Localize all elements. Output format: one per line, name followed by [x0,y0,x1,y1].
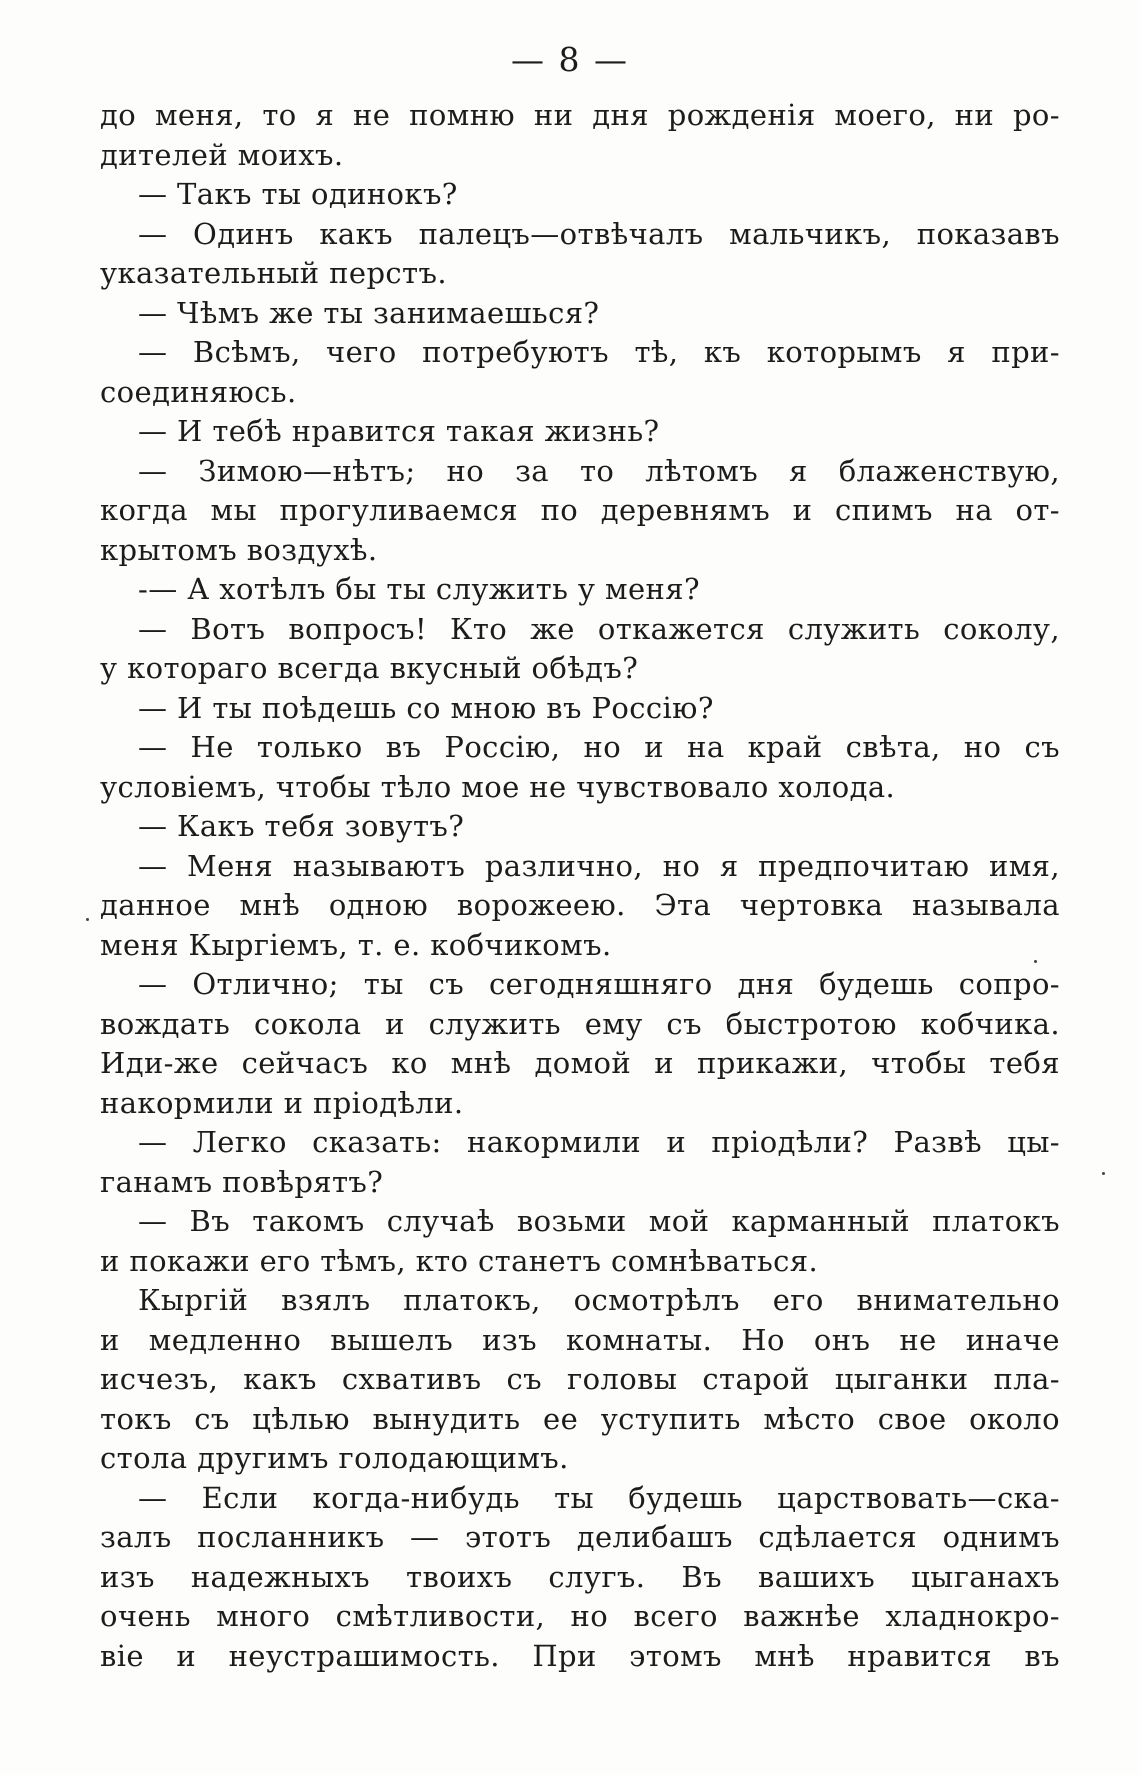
text-line: — Не только въ Россію, но и на край свѣта, но съ [138,730,1060,764]
text-line: условіемъ, чтобы тѣло мое не чувствовало холода. [100,769,896,804]
text-line: Кыргій взялъ платокъ, осмотрѣлъ его внимательно [138,1283,1060,1317]
text-line: накормили и пріодѣли. [100,1085,464,1120]
text-line: — Зимою—нѣтъ; но за то лѣтомъ я блаженствую, [138,453,1060,488]
text-line: токъ съ цѣлью вынудить ее уступить мѣсто свое около [100,1401,1060,1436]
text-line: вождать сокола и служить ему съ быстротою кобчика. [100,1006,1060,1041]
text-line: — Меня называютъ различно, но я предпочитаю имя, [138,848,1060,883]
page-number: — 8 — [511,40,629,79]
text-line: — Если когда-нибудь ты будешь царствовать—ска- [138,1480,1060,1515]
text-line: изъ надежныхъ твоихъ слугъ. Въ вашихъ цыганахъ [100,1559,1060,1594]
text-line: стола другимъ голодающимъ. [100,1441,569,1475]
text-line: — Въ такомъ случаѣ возьми мой карманный платокъ [138,1204,1060,1238]
text-line: дителей моихъ. [100,137,344,172]
body-text [100,96,1060,1676]
text-line: указательный перстъ. [100,256,447,290]
text-line: — И тебѣ нравится такая жизнь? [138,414,660,448]
text-line: — Вотъ вопросъ! Кто же откажется служить соколу, [138,611,1060,646]
text-line: залъ посланникъ — этотъ делибашъ сдѣлается однимъ [100,1520,1060,1554]
text-line: — Такъ ты одинокъ? [138,177,458,211]
text-line: когда мы прогуливаемся по деревнямъ и спимъ на от- [100,493,1060,527]
text-line: — И ты поѣдешь со мною въ Россію? [138,690,714,725]
text-line: ганамъ повѣрятъ? [100,1164,384,1199]
text-line: и покажи его тѣмъ, кто станетъ сомнѣваться. [100,1243,819,1278]
text-line: до меня, то я не помню ни дня рожденія моего, ни ро- [100,98,1060,132]
text-line: — Одинъ какъ палецъ—отвѣчалъ мальчикъ, показавъ [138,216,1060,251]
text-line: исчезъ, какъ схвативъ съ головы старой цыганки пла- [100,1362,1060,1396]
print-speck [86,918,89,921]
text-line: данное мнѣ одною ворожеею. Эта чертовка называла [100,888,1060,922]
text-line: очень много смѣтливости, но всего важнѣе хладнокро- [100,1599,1060,1633]
text-line: у котораго всегда вкусный обѣдъ? [100,651,639,685]
text-line: — Какъ тебя зовутъ? [138,809,465,843]
print-speck [1034,960,1037,963]
text-line: — Отлично; ты съ сегодняшняго дня будешь сопро- [138,967,1060,1001]
text-line: — Чѣмъ же ты занимаешься? [138,295,600,330]
text-line: соединяюсь. [100,374,297,409]
print-speck [1102,1172,1105,1175]
text-line: Иди-же сейчасъ ко мнѣ домой и прикажи, чтобы тебя [100,1046,1060,1080]
text-line: -— А хотѣлъ бы ты служить у меня? [138,572,700,606]
text-line: віе и неустрашимость. При этомъ мнѣ нравится въ [100,1638,1060,1673]
text-line: крытомъ воздухѣ. [100,532,378,567]
text-line: — Легко сказать: накормили и пріодѣли? Развѣ цы- [138,1125,1060,1159]
text-line: и медленно вышелъ изъ комнаты. Но онъ не иначе [100,1322,1060,1357]
text-line: — Всѣмъ, чего потребуютъ тѣ, къ которымъ я при- [138,335,1060,369]
text-line: меня Кыргіемъ, т. е. кобчикомъ. [100,927,612,962]
